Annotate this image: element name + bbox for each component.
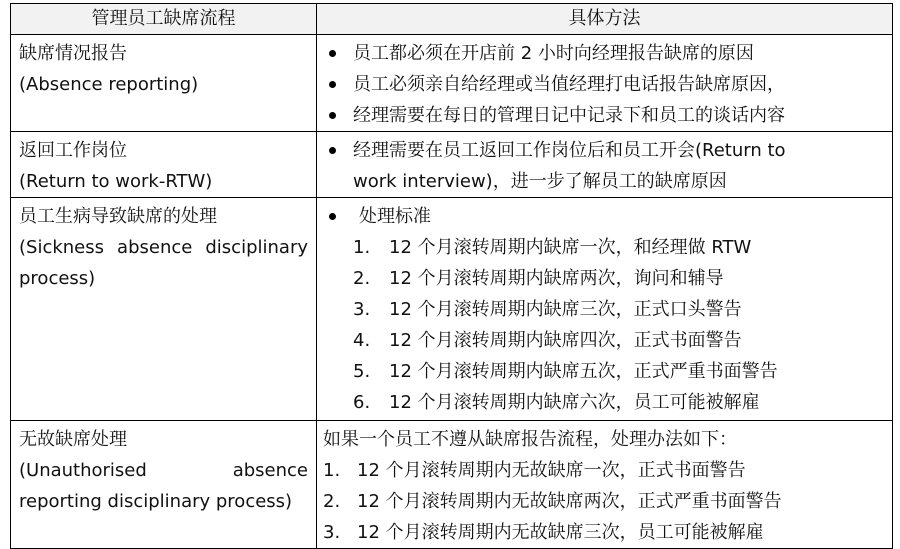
row-title-zh: 返回工作岗位 (19, 140, 127, 161)
row-intro: 如果一个员工不遵从缺席报告流程，处理办法如下： (323, 429, 737, 450)
row-title-zh: 无故缺席处理 (19, 429, 127, 450)
list-item: 员工都必须在开店前 2 小时向经理报告缺席的原因 (323, 38, 886, 69)
row-title-cell (11, 132, 317, 198)
absence-process-table (10, 3, 893, 549)
row-title-cell (11, 198, 317, 421)
row-method-cell (317, 198, 893, 421)
row-title-en: (Return to work-RTW) (19, 171, 213, 192)
bullet-icon (323, 69, 353, 100)
bullet-icon (323, 201, 353, 232)
row-method-cell (317, 132, 893, 198)
list-item: 1. 12 个月滚转周期内无故缺席一次，正式书面警告 (323, 460, 746, 481)
list-item: 经理需要在每日的管理日记中记录下和员工的谈话内容 (323, 100, 886, 131)
list-item: 2. 12 个月滚转周期内无故缺席两次，正式严重书面警告 (323, 491, 782, 512)
list-item: 6. 12 个月滚转周期内缺席六次，员工可能被解雇 (353, 392, 760, 413)
list-item: 2. 12 个月滚转周期内缺席两次，询问和辅导 (353, 268, 724, 289)
row-title-en: (Unauthorised absence reporting disciplinary process) (19, 460, 308, 512)
list-item: 3. 12 个月滚转周期内缺席三次，正式口头警告 (353, 299, 742, 320)
list-item: 4. 12 个月滚转周期内缺席四次，正式书面警告 (353, 330, 742, 351)
list-item: 1. 12 个月滚转周期内缺席一次，和经理做 RTW (353, 237, 752, 258)
list-item-continuation: work interview)，进一步了解员工的缺席原因 (353, 171, 727, 192)
header-row (11, 4, 893, 35)
row-title-cell (11, 35, 317, 132)
table-row (11, 132, 893, 198)
bullet-icon (323, 100, 353, 131)
header-process: 管理员工缺席流程 (11, 4, 317, 35)
table-row (11, 198, 893, 421)
list-item: 处理标准 (323, 201, 886, 232)
row-title-en: (Absence reporting) (19, 74, 199, 95)
table-row (11, 421, 893, 549)
numbered-list (323, 232, 886, 418)
row-title-en: (Sickness absence disciplinary process) (19, 237, 308, 289)
table-row (11, 35, 893, 132)
header-method: 具体方法 (317, 4, 893, 35)
row-method-cell (317, 35, 893, 132)
list-item: 5. 12 个月滚转周期内缺席五次，正式严重书面警告 (353, 361, 778, 382)
bullet-icon (323, 135, 353, 166)
row-title-zh: 缺席情况报告 (19, 43, 127, 64)
row-method-cell (317, 421, 893, 549)
list-item: 员工必须亲自给经理或当值经理打电话报告缺席原因， (323, 69, 886, 100)
row-title-cell (11, 421, 317, 549)
row-title-zh: 员工生病导致缺席的处理 (19, 206, 217, 227)
bullet-icon (323, 38, 353, 69)
list-item: 经理需要在员工返回工作岗位后和员工开会(Return to (323, 135, 886, 166)
list-item: 3. 12 个月滚转周期内无故缺席三次，员工可能被解雇 (323, 522, 764, 543)
